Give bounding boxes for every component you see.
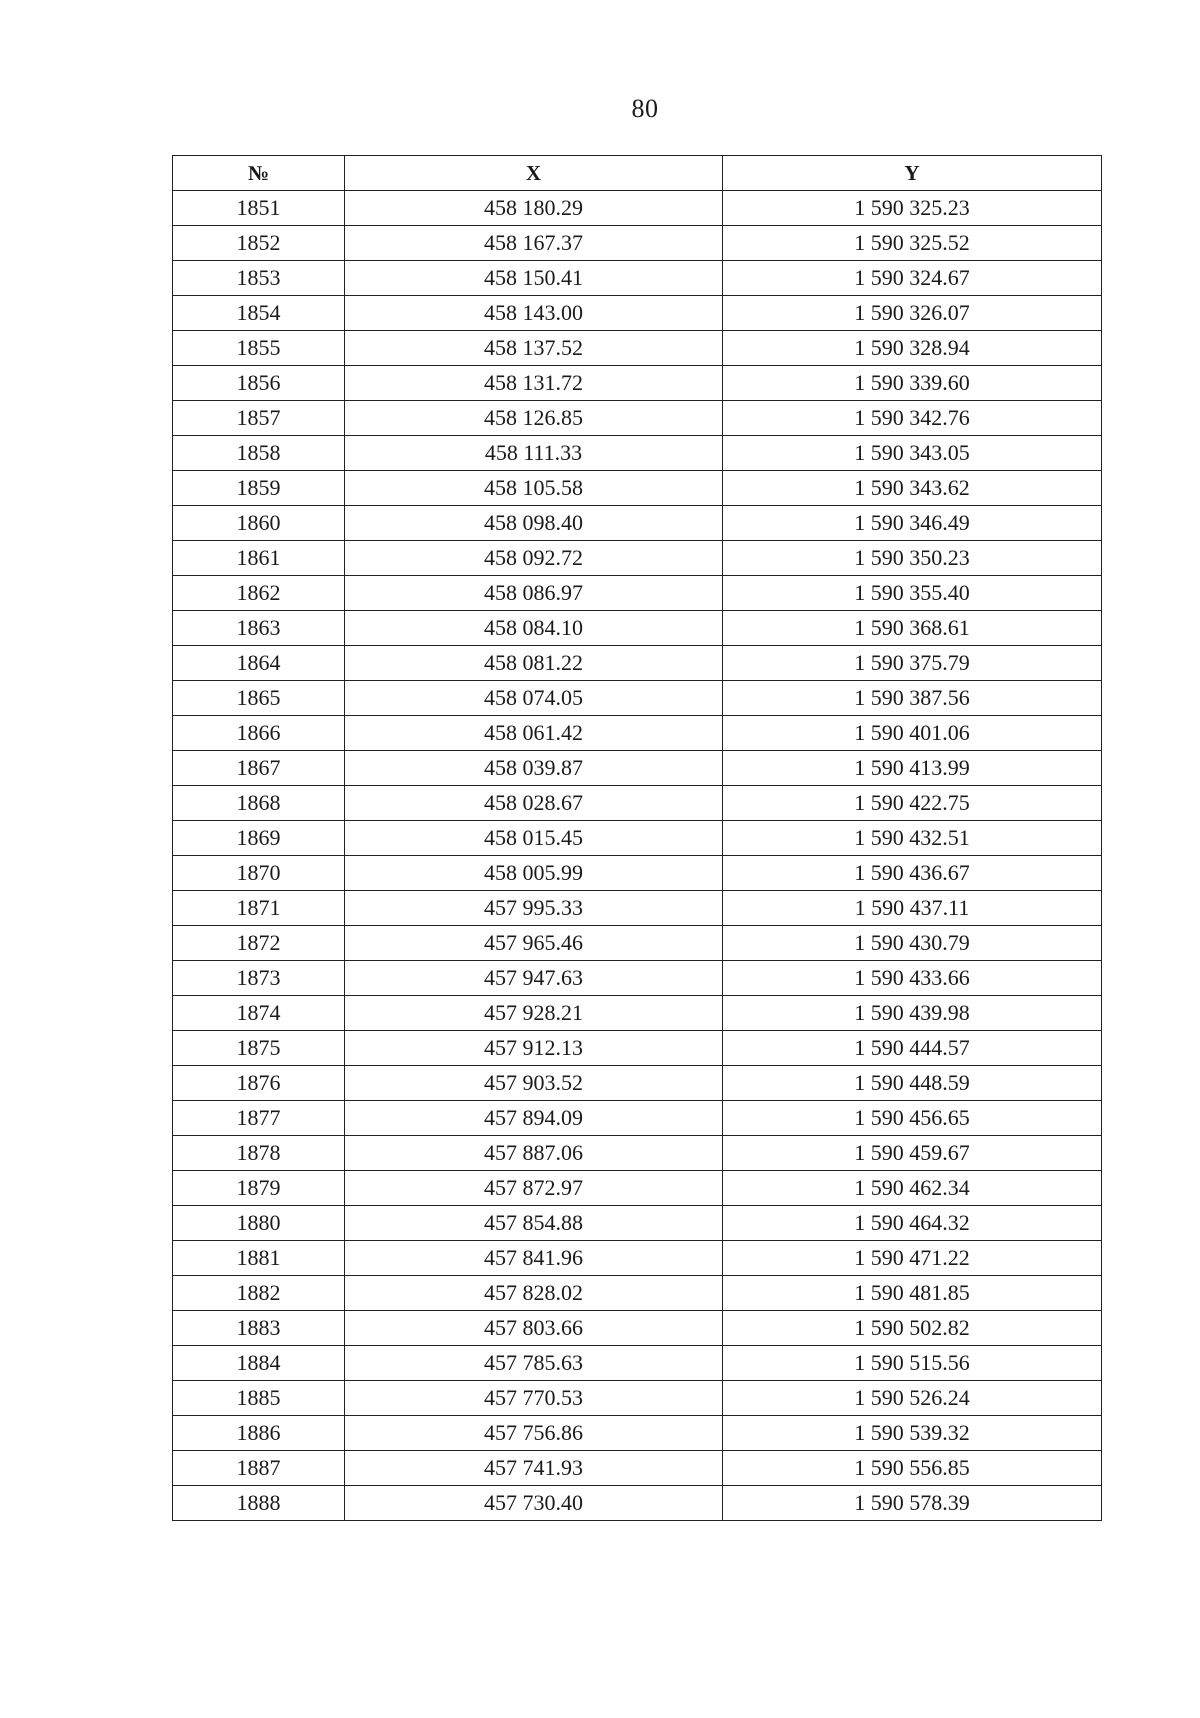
table-row: [173, 751, 1102, 786]
y-coordinate-cell: 1 590 430.79: [723, 926, 1102, 961]
point-number-cell: 1869: [173, 821, 345, 856]
point-number-cell: 1852: [173, 226, 345, 261]
point-number-cell: 1858: [173, 436, 345, 471]
y-coordinate-cell: 1 590 355.40: [723, 576, 1102, 611]
table-row: [173, 366, 1102, 401]
page-number: 80: [631, 94, 659, 123]
y-coordinate-cell: 1 590 342.76: [723, 401, 1102, 436]
table-row: [173, 261, 1102, 296]
table-row: [173, 996, 1102, 1031]
x-coordinate-cell: 458 167.37: [345, 226, 723, 261]
header-x: X: [345, 156, 723, 191]
y-coordinate-cell: 1 590 343.05: [723, 436, 1102, 471]
y-coordinate-cell: 1 590 324.67: [723, 261, 1102, 296]
y-coordinate-cell: 1 590 346.49: [723, 506, 1102, 541]
point-number-cell: 1863: [173, 611, 345, 646]
point-number-cell: 1867: [173, 751, 345, 786]
table-row: [173, 471, 1102, 506]
x-coordinate-cell: 457 872.97: [345, 1171, 723, 1206]
y-coordinate-cell: 1 590 462.34: [723, 1171, 1102, 1206]
point-number-cell: 1875: [173, 1031, 345, 1066]
table-row: [173, 576, 1102, 611]
y-coordinate-cell: 1 590 481.85: [723, 1276, 1102, 1311]
x-coordinate-cell: 457 770.53: [345, 1381, 723, 1416]
table-row: [173, 506, 1102, 541]
point-number-cell: 1873: [173, 961, 345, 996]
point-number-cell: 1876: [173, 1066, 345, 1101]
point-number-cell: 1883: [173, 1311, 345, 1346]
table-row: [173, 1136, 1102, 1171]
point-number-cell: 1856: [173, 366, 345, 401]
y-coordinate-cell: 1 590 343.62: [723, 471, 1102, 506]
x-coordinate-cell: 458 180.29: [345, 191, 723, 226]
point-number-cell: 1872: [173, 926, 345, 961]
y-coordinate-cell: 1 590 413.99: [723, 751, 1102, 786]
point-number-cell: 1877: [173, 1101, 345, 1136]
table-row: [173, 331, 1102, 366]
table-row: [173, 401, 1102, 436]
y-coordinate-cell: 1 590 515.56: [723, 1346, 1102, 1381]
x-coordinate-cell: 458 039.87: [345, 751, 723, 786]
x-coordinate-cell: 457 965.46: [345, 926, 723, 961]
point-number-cell: 1855: [173, 331, 345, 366]
x-coordinate-cell: 458 098.40: [345, 506, 723, 541]
x-coordinate-cell: 458 111.33: [345, 436, 723, 471]
point-number-cell: 1881: [173, 1241, 345, 1276]
table-row: [173, 1451, 1102, 1486]
x-coordinate-cell: 458 074.05: [345, 681, 723, 716]
table-row: [173, 1101, 1102, 1136]
x-coordinate-cell: 457 947.63: [345, 961, 723, 996]
x-coordinate-cell: 458 143.00: [345, 296, 723, 331]
x-coordinate-cell: 457 741.93: [345, 1451, 723, 1486]
table-row: [173, 1206, 1102, 1241]
table-row: [173, 191, 1102, 226]
table-header-row: [173, 156, 1102, 191]
table-row: [173, 1416, 1102, 1451]
y-coordinate-cell: 1 590 328.94: [723, 331, 1102, 366]
x-coordinate-cell: 457 828.02: [345, 1276, 723, 1311]
table-row: [173, 1171, 1102, 1206]
y-coordinate-cell: 1 590 436.67: [723, 856, 1102, 891]
y-coordinate-cell: 1 590 433.66: [723, 961, 1102, 996]
y-coordinate-cell: 1 590 526.24: [723, 1381, 1102, 1416]
point-number-cell: 1880: [173, 1206, 345, 1241]
x-coordinate-cell: 457 912.13: [345, 1031, 723, 1066]
x-coordinate-cell: 457 730.40: [345, 1486, 723, 1521]
point-number-cell: 1874: [173, 996, 345, 1031]
point-number-cell: 1886: [173, 1416, 345, 1451]
point-number-cell: 1853: [173, 261, 345, 296]
x-coordinate-cell: 458 086.97: [345, 576, 723, 611]
y-coordinate-cell: 1 590 432.51: [723, 821, 1102, 856]
x-coordinate-cell: 457 756.86: [345, 1416, 723, 1451]
point-number-cell: 1888: [173, 1486, 345, 1521]
point-number-cell: 1859: [173, 471, 345, 506]
x-coordinate-cell: 458 126.85: [345, 401, 723, 436]
table-body: [173, 191, 1102, 1521]
x-coordinate-cell: 457 894.09: [345, 1101, 723, 1136]
table-row: [173, 716, 1102, 751]
x-coordinate-cell: 457 841.96: [345, 1241, 723, 1276]
x-coordinate-cell: 458 137.52: [345, 331, 723, 366]
y-coordinate-cell: 1 590 448.59: [723, 1066, 1102, 1101]
y-coordinate-cell: 1 590 502.82: [723, 1311, 1102, 1346]
point-number-cell: 1878: [173, 1136, 345, 1171]
table-row: [173, 926, 1102, 961]
point-number-cell: 1865: [173, 681, 345, 716]
y-coordinate-cell: 1 590 350.23: [723, 541, 1102, 576]
table-row: [173, 856, 1102, 891]
table-row: [173, 1311, 1102, 1346]
table-row: [173, 1381, 1102, 1416]
point-number-cell: 1857: [173, 401, 345, 436]
y-coordinate-cell: 1 590 401.06: [723, 716, 1102, 751]
point-number-cell: 1884: [173, 1346, 345, 1381]
table-row: [173, 646, 1102, 681]
y-coordinate-cell: 1 590 325.23: [723, 191, 1102, 226]
y-coordinate-cell: 1 590 471.22: [723, 1241, 1102, 1276]
x-coordinate-cell: 457 995.33: [345, 891, 723, 926]
x-coordinate-cell: 458 005.99: [345, 856, 723, 891]
point-number-cell: 1887: [173, 1451, 345, 1486]
point-number-cell: 1870: [173, 856, 345, 891]
y-coordinate-cell: 1 590 437.11: [723, 891, 1102, 926]
table-row: [173, 436, 1102, 471]
y-coordinate-cell: 1 590 464.32: [723, 1206, 1102, 1241]
x-coordinate-cell: 458 105.58: [345, 471, 723, 506]
y-coordinate-cell: 1 590 439.98: [723, 996, 1102, 1031]
y-coordinate-cell: 1 590 556.85: [723, 1451, 1102, 1486]
header-number: №: [173, 156, 345, 191]
y-coordinate-cell: 1 590 444.57: [723, 1031, 1102, 1066]
point-number-cell: 1882: [173, 1276, 345, 1311]
x-coordinate-cell: 458 061.42: [345, 716, 723, 751]
y-coordinate-cell: 1 590 387.56: [723, 681, 1102, 716]
table-row: [173, 1066, 1102, 1101]
point-number-cell: 1860: [173, 506, 345, 541]
x-coordinate-cell: 457 785.63: [345, 1346, 723, 1381]
x-coordinate-cell: 457 803.66: [345, 1311, 723, 1346]
table-row: [173, 961, 1102, 996]
y-coordinate-cell: 1 590 368.61: [723, 611, 1102, 646]
point-number-cell: 1864: [173, 646, 345, 681]
table-row: [173, 541, 1102, 576]
table-row: [173, 891, 1102, 926]
point-number-cell: 1868: [173, 786, 345, 821]
point-number-cell: 1871: [173, 891, 345, 926]
x-coordinate-cell: 457 854.88: [345, 1206, 723, 1241]
y-coordinate-cell: 1 590 339.60: [723, 366, 1102, 401]
table-row: [173, 1241, 1102, 1276]
table-row: [173, 786, 1102, 821]
table-row: [173, 1031, 1102, 1066]
table-row: [173, 1486, 1102, 1521]
y-coordinate-cell: 1 590 375.79: [723, 646, 1102, 681]
table-row: [173, 821, 1102, 856]
table-row: [173, 226, 1102, 261]
x-coordinate-cell: 458 081.22: [345, 646, 723, 681]
y-coordinate-cell: 1 590 326.07: [723, 296, 1102, 331]
point-number-cell: 1866: [173, 716, 345, 751]
x-coordinate-cell: 458 131.72: [345, 366, 723, 401]
x-coordinate-cell: 457 887.06: [345, 1136, 723, 1171]
point-number-cell: 1862: [173, 576, 345, 611]
y-coordinate-cell: 1 590 539.32: [723, 1416, 1102, 1451]
x-coordinate-cell: 458 150.41: [345, 261, 723, 296]
point-number-cell: 1854: [173, 296, 345, 331]
point-number-cell: 1885: [173, 1381, 345, 1416]
x-coordinate-cell: 458 084.10: [345, 611, 723, 646]
header-y: Y: [723, 156, 1102, 191]
point-number-cell: 1879: [173, 1171, 345, 1206]
y-coordinate-cell: 1 590 578.39: [723, 1486, 1102, 1521]
coordinates-table: [172, 155, 1102, 1521]
table-row: [173, 1346, 1102, 1381]
table-row: [173, 296, 1102, 331]
point-number-cell: 1861: [173, 541, 345, 576]
y-coordinate-cell: 1 590 456.65: [723, 1101, 1102, 1136]
x-coordinate-cell: 458 028.67: [345, 786, 723, 821]
table-row: [173, 681, 1102, 716]
y-coordinate-cell: 1 590 422.75: [723, 786, 1102, 821]
point-number-cell: 1851: [173, 191, 345, 226]
x-coordinate-cell: 457 928.21: [345, 996, 723, 1031]
x-coordinate-cell: 458 092.72: [345, 541, 723, 576]
x-coordinate-cell: 457 903.52: [345, 1066, 723, 1101]
y-coordinate-cell: 1 590 459.67: [723, 1136, 1102, 1171]
x-coordinate-cell: 458 015.45: [345, 821, 723, 856]
y-coordinate-cell: 1 590 325.52: [723, 226, 1102, 261]
table-row: [173, 611, 1102, 646]
table-row: [173, 1276, 1102, 1311]
